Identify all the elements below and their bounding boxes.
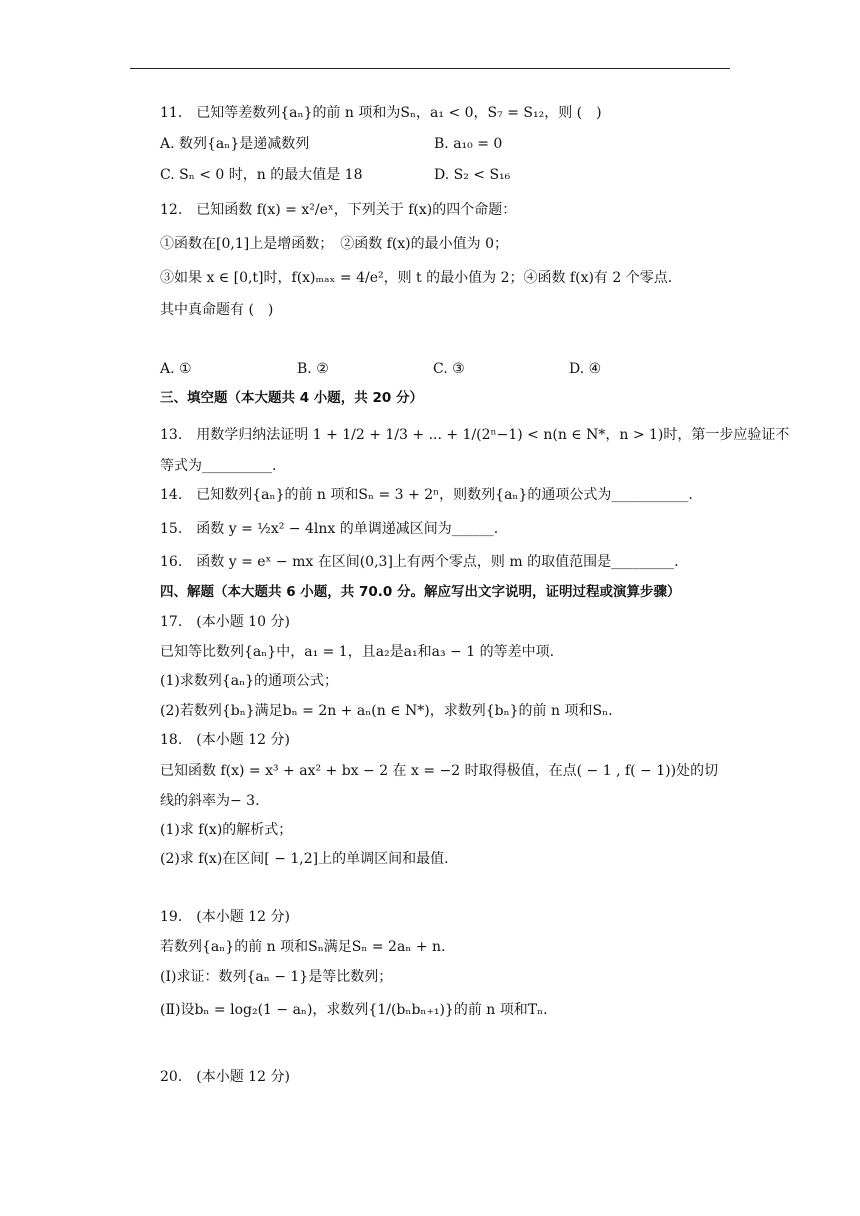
q11-option-d: D. S₂ < S₁₆ <box>434 167 511 183</box>
q12-option-c: C. ③ <box>433 361 465 377</box>
section-fill-in-heading: 三、填空题（本大题共 4 小题，共 20 分） <box>160 390 423 406</box>
q13-stem: 13. 用数学归纳法证明 1 + 1/2 + 1/3 + ... + 1/(2ⁿ−1) < n(n ∈ N*，n > 1)时，第一步应验证不 <box>160 427 790 443</box>
q20-header: 20. (本小题 12 分) <box>160 1069 290 1085</box>
q12-question: 其中真命题有 ( ) <box>160 302 274 318</box>
section-solve-heading: 四、解题（本大题共 6 小题，共 70.0 分。解应写出文字说明，证明过程或演算步骤） <box>160 584 681 600</box>
q18-header: 18. (本小题 12 分) <box>160 732 290 748</box>
q12-option-b: B. ② <box>297 361 329 377</box>
q12-propositions-1-2: ①函数在[0,1]上是增函数； ②函数 f(x)的最小值为 0； <box>160 236 508 252</box>
q18-stem: 已知函数 f(x) = x³ + ax² + bx − 2 在 x = −2 时取得极值，在点( − 1 , f( − 1))处的切 <box>160 763 719 779</box>
q11-option-a: A. 数列{aₙ}是递减数列 <box>160 136 310 152</box>
q19-part-2: (Ⅱ)设bₙ = log₂(1 − aₙ)，求数列{1/(bₙbₙ₊₁)}的前 n 项和Tₙ. <box>160 1002 548 1018</box>
q18-part-2: (2)求 f(x)在区间[ − 1,2]上的单调区间和最值. <box>160 851 449 867</box>
q12-option-d: D. ④ <box>569 361 602 377</box>
q17-part-1: (1)求数列{aₙ}的通项公式； <box>160 673 339 689</box>
q19-header: 19. (本小题 12 分) <box>160 909 290 925</box>
q12-propositions-3-4: ③如果 x ∈ [0,t]时，f(x)ₘₐₓ = 4/e²，则 t 的最小值为 2；④函数 f(x)有 2 个零点. <box>160 270 673 286</box>
q15-stem: 15. 函数 y = ½x² − 4lnx 的单调递减区间为______. <box>160 521 499 537</box>
q11-stem: 11. 已知等差数列{aₙ}的前 n 项和为Sₙ，a₁ < 0，S₇ = S₁₂，则 ( ) <box>160 105 602 121</box>
q11-option-c: C. Sₙ < 0 时，n 的最大值是 18 <box>160 167 363 183</box>
q17-part-2: (2)若数列{bₙ}满足bₙ = 2n + aₙ(n ∈ N*)，求数列{bₙ}的前 n 项和Sₙ. <box>160 703 613 719</box>
q19-part-1: (Ⅰ)求证：数列{aₙ − 1}是等比数列； <box>160 969 393 985</box>
q17-stem: 已知等比数列{aₙ}中，a₁ = 1，且a₂是a₁和a₃ − 1 的等差中项. <box>160 644 555 660</box>
q18-stem-cont: 线的斜率为− 3. <box>160 793 260 809</box>
q16-stem: 16. 函数 y = eˣ − mx 在区间(0,3]上有两个零点，则 m 的取值范围是_________. <box>160 554 679 570</box>
q14-stem: 14. 已知数列{aₙ}的前 n 项和Sₙ = 3 + 2ⁿ，则数列{aₙ}的通项公式为___________. <box>160 487 693 503</box>
header-rule <box>130 68 730 69</box>
q13-stem-cont: 等式为__________. <box>160 458 277 474</box>
q19-stem: 若数列{aₙ}的前 n 项和Sₙ满足Sₙ = 2aₙ + n. <box>160 939 446 955</box>
q18-part-1: (1)求 f(x)的解析式； <box>160 822 293 838</box>
q12-stem: 12. 已知函数 f(x) = x²/eˣ，下列关于 f(x)的四个命题： <box>160 202 517 218</box>
q11-option-b: B. a₁₀ = 0 <box>434 136 503 152</box>
q12-option-a: A. ① <box>160 361 192 377</box>
q17-header: 17. (本小题 10 分) <box>160 614 290 630</box>
